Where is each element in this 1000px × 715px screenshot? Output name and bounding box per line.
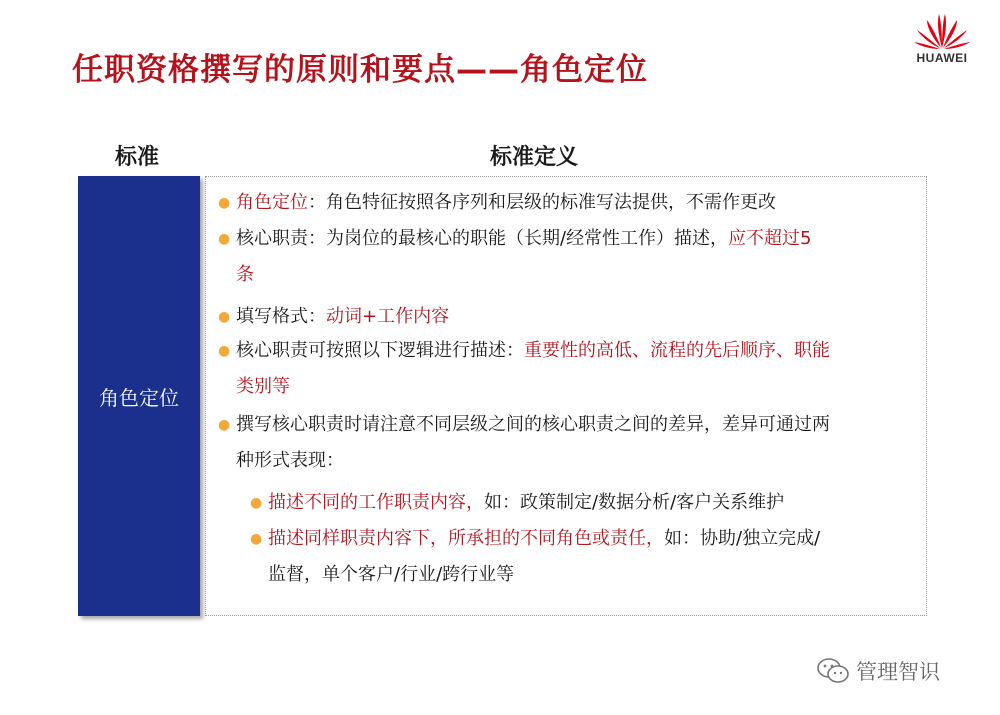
standard-label-box: [78, 176, 200, 616]
page-title: 任职资格撰写的原则和要点——角色定位: [72, 52, 648, 88]
list-item: ● 核心职责可按照以下逻辑进行描述：重要性的高低、流程的先后顺序、职能: [236, 333, 920, 369]
list-item-continuation: 条: [236, 264, 254, 285]
column-header-standard: 标准: [115, 145, 160, 170]
watermark-text: 管理智识: [856, 660, 940, 684]
list-item: ● 核心职责：为岗位的最核心的职能（长期/经常性工作）描述，应不超过5: [236, 221, 920, 257]
huawei-logo: [906, 10, 978, 80]
bullet-icon: ●: [218, 417, 231, 433]
bullet-icon: ●: [250, 495, 263, 511]
wechat-icon: [816, 657, 850, 685]
standard-label: 角色定位: [99, 385, 179, 410]
list-item: ● 撰写核心职责时请注意不同层级之间的核心职责之间的差异，差异可通过两: [236, 407, 920, 443]
list-item-continuation: 类别等: [236, 376, 290, 397]
definition-box: [205, 176, 927, 616]
bullet-icon: ●: [218, 231, 231, 247]
huawei-petals-icon: [911, 10, 973, 50]
list-item-continuation: 种形式表现：: [236, 450, 344, 471]
list-item: ● 填写格式：动词+工作内容: [236, 299, 920, 335]
bullet-icon: ●: [218, 343, 231, 359]
sub-list-item: ● 描述同样职责内容下，所承担的不同角色或责任，如：协助/独立完成/: [268, 521, 918, 557]
bullet-icon: ●: [218, 309, 231, 325]
bullet-icon: ●: [250, 531, 263, 547]
watermark: [816, 656, 940, 686]
column-header-definition: 标准定义: [490, 145, 579, 170]
list-item: ● 角色定位：角色特征按照各序列和层级的标准写法提供，不需作更改: [236, 185, 920, 221]
sub-list-item-continuation: 监督，单个客户/行业/跨行业等: [268, 564, 515, 585]
bullet-icon: ●: [218, 195, 231, 211]
sub-list-item: ● 描述不同的工作职责内容，如：政策制定/数据分析/客户关系维护: [268, 485, 918, 521]
logo-text: HUAWEI: [916, 51, 968, 65]
